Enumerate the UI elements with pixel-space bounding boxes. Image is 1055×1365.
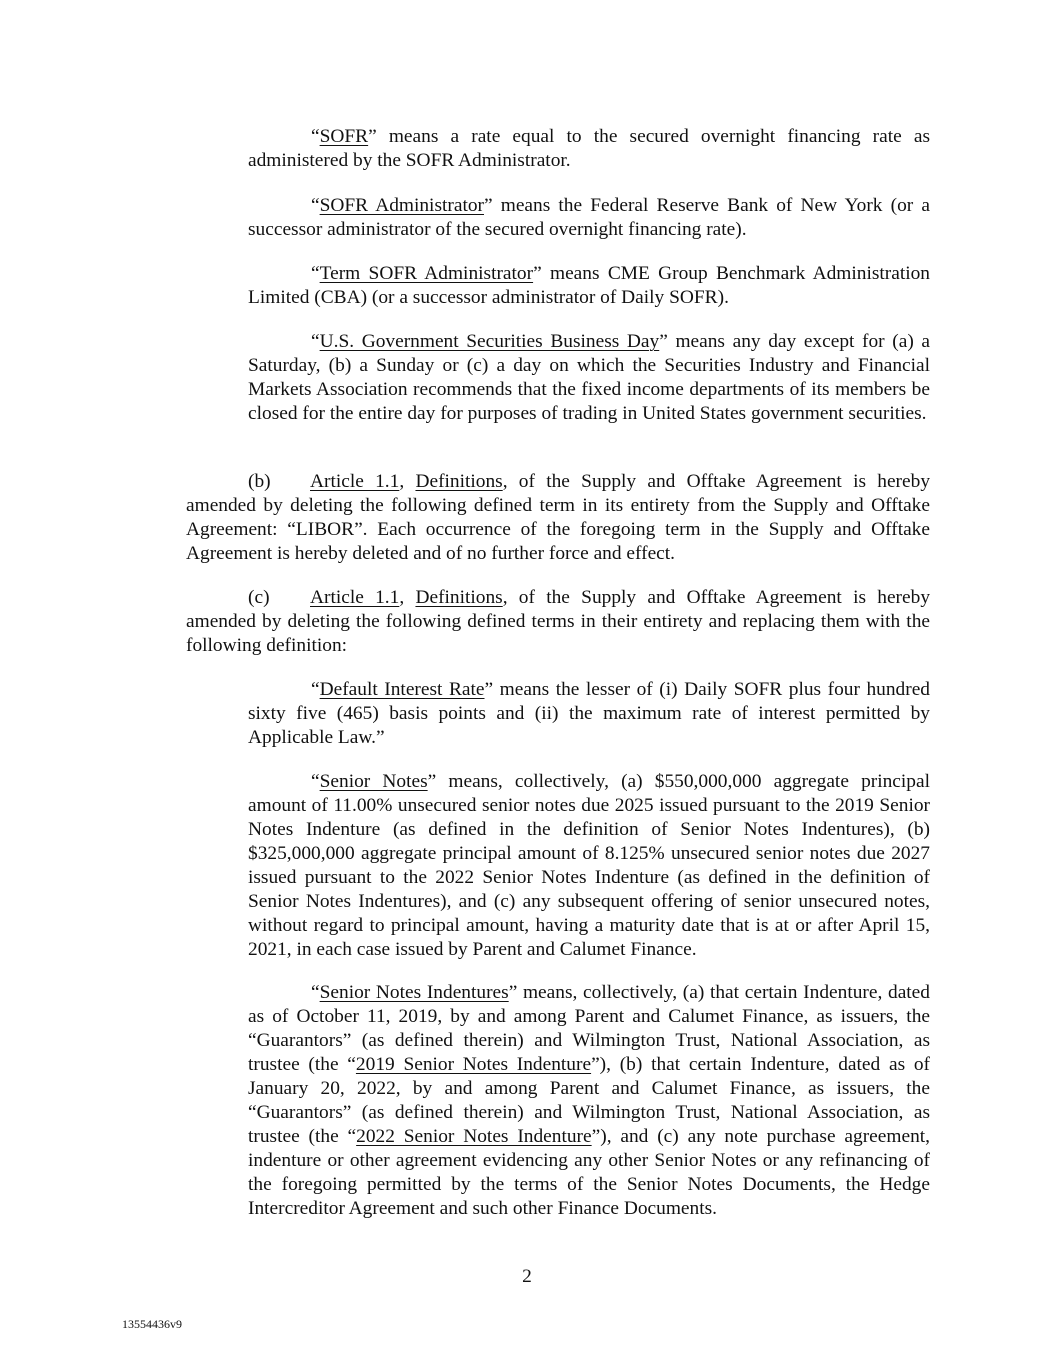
defined-term: Default Interest Rate bbox=[319, 679, 485, 700]
defined-term: U.S. Government Securities Business Day bbox=[319, 331, 660, 352]
definitions-reference: Definitions bbox=[415, 587, 503, 608]
page-number: 2 bbox=[522, 1266, 532, 1287]
definitions-reference: Definitions bbox=[415, 471, 503, 492]
document-id: 13554436v9 bbox=[122, 1317, 182, 1331]
definition-business-day: “U.S. Government Securities Business Day” means any day except for (a) a Saturday, (b) a Sunday or (c) a day on which the Securities Industry and Financial Markets Association recommends that the fixed income departments of its members be closed for the entire day for purposes of trading in United States government securities. bbox=[248, 331, 931, 424]
amendment-c: (c) Article 1.1, Definitions, of the Supply and Offtake Agreement is hereby amended by deleting the following defined terms in their entirety and replacing them with the following definition: bbox=[186, 587, 931, 656]
defined-term: Senior Notes Indentures bbox=[319, 982, 509, 1003]
clause-label: (b) bbox=[248, 471, 271, 492]
amendment-b: (b) Article 1.1, Definitions, of the Supply and Offtake Agreement is hereby amended by deleting the following defined term in its entirety from the Supply and Offtake Agreement: “LIBOR”. Each occurrence of the foregoing term in the Supply and Offtake Agreement is hereby deleted and of no further force and effect. bbox=[186, 471, 931, 564]
defined-term: Senior Notes bbox=[319, 771, 428, 792]
article-reference: Article 1.1 bbox=[310, 587, 400, 608]
defined-term: SOFR Administrator bbox=[319, 195, 484, 216]
clause-label: (c) bbox=[248, 587, 270, 608]
definition-term-sofr-administrator: “Term SOFR Administrator” means CME Group Benchmark Administration Limited (CBA) (or a successor administrator of Daily SOFR). bbox=[248, 263, 931, 308]
defined-term-2022: 2022 Senior Notes Indenture bbox=[356, 1126, 592, 1147]
definition-sofr: “SOFR” means a rate equal to the secured overnight financing rate as administered by the SOFR Administrator. bbox=[248, 126, 930, 171]
defined-term: Term SOFR Administrator bbox=[319, 263, 534, 284]
definition-sofr-administrator: “SOFR Administrator” means the Federal Reserve Bank of New York (or a successor administrator of the secured overnight financing rate). bbox=[248, 195, 930, 240]
defined-term: SOFR bbox=[319, 126, 369, 147]
definition-default-interest-rate: “Default Interest Rate” means the lesser of (i) Daily SOFR plus four hundred sixty five (465) basis points and (ii) the maximum rate of interest permitted by Applicable Law.” bbox=[248, 679, 930, 748]
definition-senior-notes-indentures: “Senior Notes Indentures” means, collectively, (a) that certain Indenture, dated as of October 11, 2019, by and among Parent and Calumet Finance, as issuers, the “Guarantors” (as defined therein) and Wilmington Trust, National Association, as trustee (the “2019 Senior Notes Indenture”), (b) that certain Indenture, dated as of January 20, 2022, by and among Parent and Calumet Finance, as issuers, the “Guarantors” (as defined therein) and Wilmington Trust, National Association, as trustee (the “2022 Senior Notes Indenture”), and (c) any note purchase agreement, indenture or other agreement evidencing any other Senior Notes or any refinancing of the foregoing permitted by the terms of the Senior Notes Documents, the Hedge Intercreditor Agreement and such other Finance Documents. bbox=[248, 982, 931, 1219]
article-reference: Article 1.1 bbox=[310, 471, 400, 492]
definition-senior-notes: “Senior Notes” means, collectively, (a) $550,000,000 aggregate principal amount of 11.00% unsecured senior notes due 2025 issued pursuant to the 2019 Senior Notes Indenture (as defined in the definition of Senior Notes Indentures), (b) $325,000,000 aggregate principal amount of 8.125% unsecured senior notes due 2027 issued pursuant to the 2022 Senior Notes Indenture (as defined in the definition of Senior Notes Indentures), and (c) any subsequent offering of senior unsecured notes, without regard to principal amount, having a maturity date that is at or after April 15, 2021, in each case issued by Parent and Calumet Finance. bbox=[248, 771, 930, 960]
defined-term-2019: 2019 Senior Notes Indenture bbox=[355, 1054, 592, 1075]
